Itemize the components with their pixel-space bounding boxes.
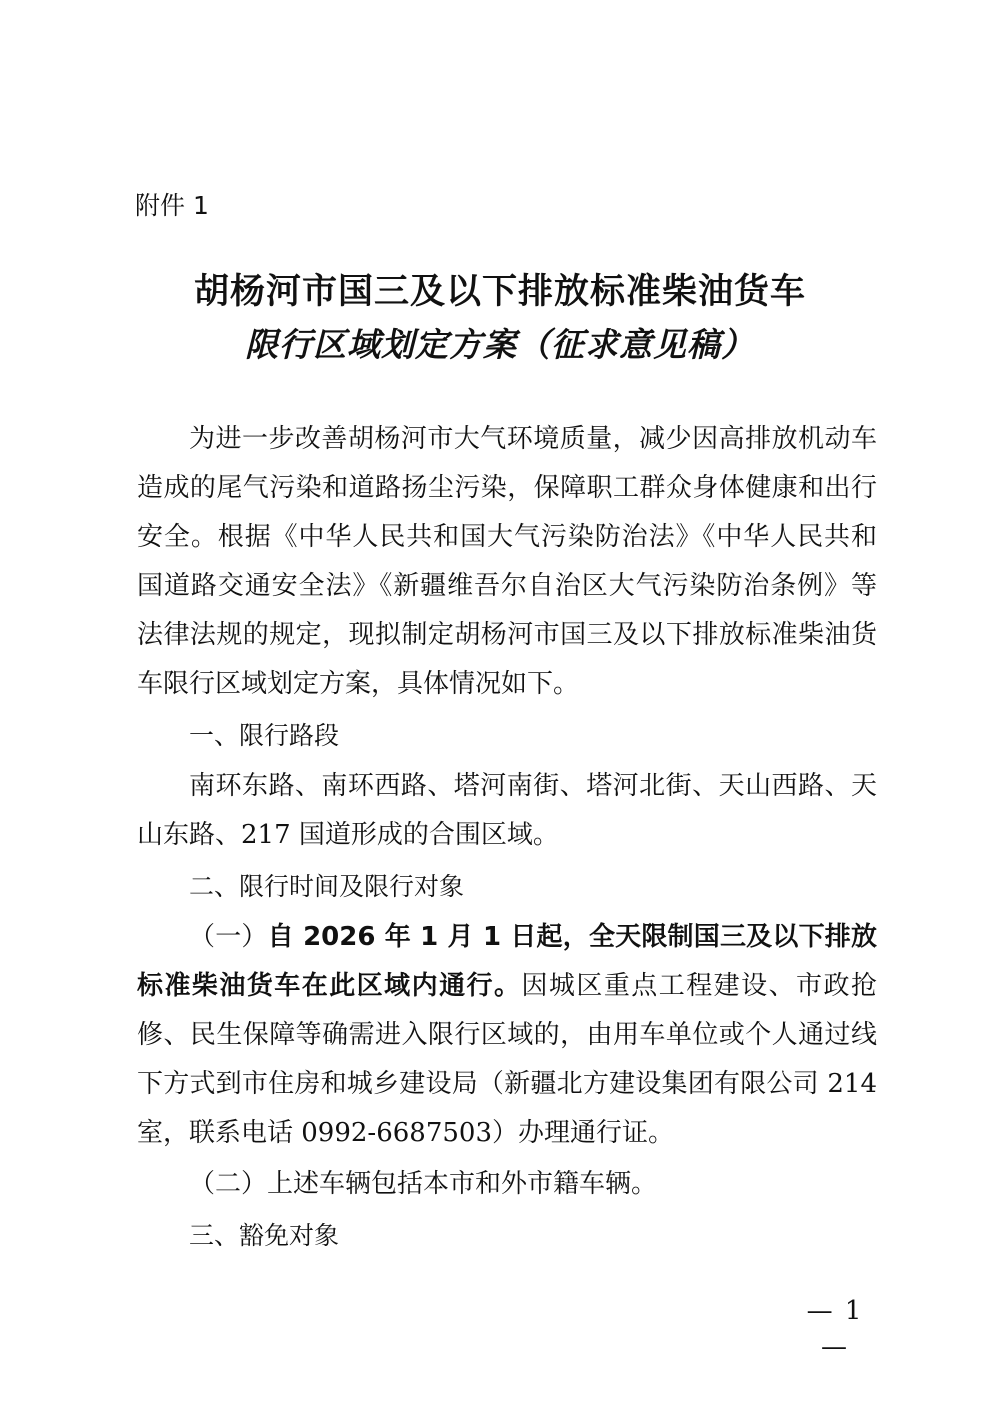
section-1-heading: 一、限行路段 [189,721,340,750]
section-1-text: 南环东路、南环西路、塔河南街、塔河北街、天山西路、天山东路、217 国道形成的合围区域。 [137,771,877,850]
section-2-item-2: （二）上述车辆包括本市和外市籍车辆。 [189,1169,658,1199]
section-3-heading: 三、豁免对象 [189,1221,340,1250]
section-2-item-1 [137,913,877,1158]
section-2-item-1-rest: 因城区重点工程建设、市政抢修、民生保障等确需进入限行区域的，由用车单位或个人通过线下方式到市住房和城乡建设局（新疆北方建设集团有限公司 214 室，联系电话 0992-6687503）办理通行证。 [137,971,877,1148]
section-2-heading: 二、限行时间及限行对象 [189,872,465,901]
attachment-label: 附件 1 [135,191,209,220]
document-title-line-2: 限行区域划定方案（征求意见稿） [245,325,755,364]
document-body [137,415,877,1262]
document-title-line-1: 胡杨河市国三及以下排放标准柴油货车 [193,272,806,312]
intro-paragraph: 为进一步改善胡杨河市大气环境质量，减少因高排放机动车造成的尾气污染和道路扬尘污染，保障职工群众身体健康和出行安全。根据《中华人民共和国大气污染防治法》《中华人民共和国道路交通安全法》《新疆维吾尔自治区大气污染防治条例》等法律法规的规定，现拟制定胡杨河市国三及以下排放标准柴油货车限行区域划定方案，具体情况如下。 [137,424,877,699]
section-2-item-1-bold: 自 2026 年 1 月 1 日起，全天限制国三及以下排放标准柴油货车在此区域内通行。 [137,922,877,1001]
section-2-item-1-prefix: （一） [189,922,268,952]
page-number: — 1 — [806,1296,864,1362]
